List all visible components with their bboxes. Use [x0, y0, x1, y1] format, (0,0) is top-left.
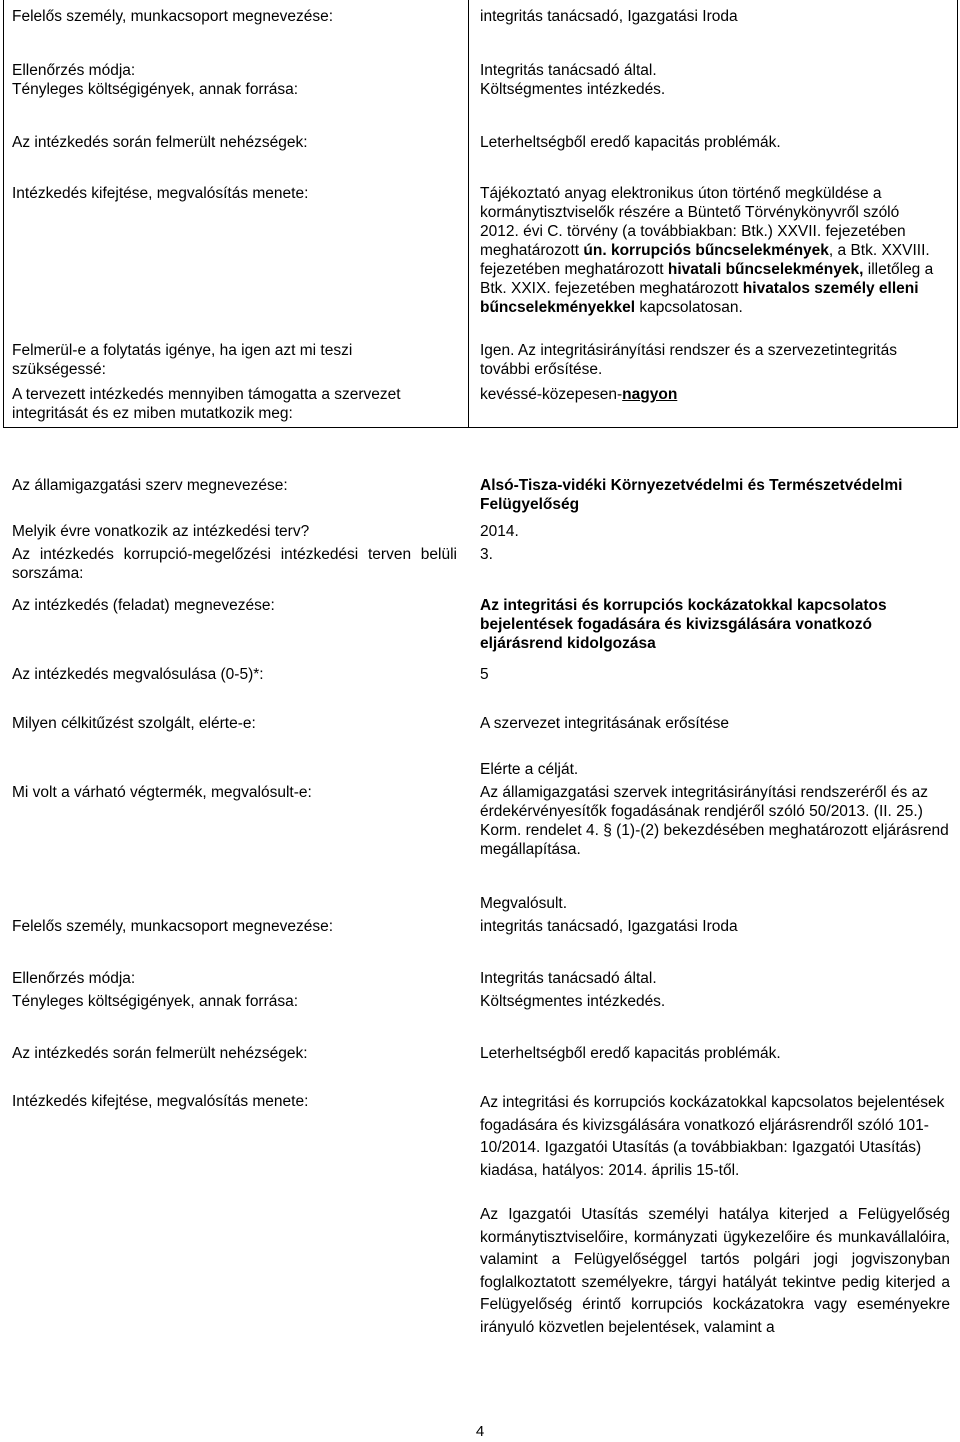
difficulty-value: Leterheltségből eredő kapacitás problémák. — [480, 134, 781, 151]
explanation-label: Intézkedés kifejtése, megvalósítás menete: — [12, 185, 309, 202]
continuation-value: Igen. Az integritásirányítási rendszer és a szervezetintegritás további erősítése. — [480, 342, 897, 378]
realization-value: 5 — [480, 666, 489, 683]
table-border-bottom — [3, 427, 958, 428]
explanation2-label: Intézkedés kifejtése, megvalósítás menete: — [12, 1093, 309, 1110]
org-value: Alsó-Tisza-vidéki Környezetvédelmi és Természetvédelmi Felügyelőség — [480, 477, 903, 513]
org-label: Az államigazgatási szerv megnevezése: — [12, 477, 288, 494]
difficulty2-label: Az intézkedés során felmerült nehézségek: — [12, 1045, 308, 1062]
support-emphasis: nagyon — [622, 386, 678, 403]
product-label: Mi volt a várható végtermék, megvalósult-e: — [12, 784, 312, 801]
year-value: 2014. — [480, 523, 519, 540]
product-result: Megvalósult. — [480, 895, 568, 912]
cost-label: Tényleges költségigények, annak forrása: — [12, 81, 299, 98]
control2-value: Integritás tanácsadó által. — [480, 970, 657, 987]
product-value: Az államigazgatási szervek integritásirányítási rendszeréről és az érdekérvényesítők fogadásának rendjéről szóló 50/2013. (II. 25.) Korm. rendelet 4. § (1)-(2) bekezdésében meghatározott eljárásrend megállapítása. — [480, 784, 949, 858]
number-value: 3. — [480, 546, 493, 563]
table-border-right — [957, 0, 958, 428]
support-label: A tervezett intézkedés mennyiben támogatta a szervezet integritását és ez miben mutatkozik meg: — [12, 386, 401, 422]
emph-hivatalos: hivatalos személy elleni bűncselekményekkel — [480, 280, 919, 316]
control-value: Integritás tanácsadó által. — [480, 62, 657, 79]
cost2-label: Tényleges költségigények, annak forrása: — [12, 993, 299, 1010]
table-border-left — [3, 0, 4, 428]
realization-label: Az intézkedés megvalósulása (0-5)*: — [12, 666, 264, 683]
task-value: Az integritási és korrupciós kockázatokkal kapcsolatos bejelentések fogadására és kivizsgálására vonatkozó eljárásrend kidolgozása — [480, 597, 887, 652]
explanation-value: Tájékoztató anyag elektronikus úton történő megküldése a kormánytisztviselők részére a Büntető Törvénykönyvről szóló 2012. évi C. törvény (a továbbiakban: Btk.) XXVII. fejezetében meghatározott ún. korrupciós bűncselekmények, a Btk. XXVIII. fejezetében meghatározott hivatali bűncselekmények, illetőleg a Btk. XXIX. fejezetében meghatározott hivatalos személy elleni bűncselekményekkel kapcsolatosan. — [480, 185, 934, 316]
responsible-label: Felelős személy, munkacsoport megnevezése: — [12, 8, 334, 25]
number-label: Az intézkedés korrupció-megelőzési intézkedési terven belüli sorszáma: — [12, 546, 457, 582]
continuation-label: Felmerül-e a folytatás igénye, ha igen azt mi teszi szükségessé: — [12, 342, 353, 378]
explanation2-paragraph-1: Az integritási és korrupciós kockázatokkal kapcsolatos bejelentések fogadására és kivizsgálására vonatkozó eljárásrendről szóló 101-10/2014. Igazgatói Utasítás (a továbbiakban: Igazgatói Utasítás) kiadása, hatályos: 2014. április 15-től. — [480, 1094, 945, 1179]
explanation2-value — [480, 1092, 950, 1339]
page-number: 4 — [475, 1423, 485, 1440]
responsible2-value: integritás tanácsadó, Igazgatási Iroda — [480, 918, 738, 935]
year-label: Melyik évre vonatkozik az intézkedési terv? — [12, 523, 310, 540]
responsible2-label: Felelős személy, munkacsoport megnevezése: — [12, 918, 334, 935]
table-border-middle — [468, 0, 469, 428]
cost2-value: Költségmentes intézkedés. — [480, 993, 666, 1010]
difficulty-label: Az intézkedés során felmerült nehézségek: — [12, 134, 308, 151]
responsible-value: integritás tanácsadó, Igazgatási Iroda — [480, 8, 738, 25]
emph-hivatali: hivatali bűncselekmények, — [667, 261, 864, 278]
explanation2-paragraph-2: Az Igazgatói Utasítás személyi hatálya kiterjed a Felügyelőség kormánytisztviselőire, kormányzati ügykezelőire és munkavállalóira, valamint a Felügyelőséggel tartós polgári jogi jogviszonyban foglalkoztatott személyekre, tárgyi hatályát tekintve pedig kiterjed a Felügyelőség érintő korrupciós kockázatokra vagy eseményekre irányuló közvetlen bejelentések, valamint a — [480, 1206, 950, 1336]
goal-result: Elérte a célját. — [480, 761, 579, 778]
emph-korrupcios: ún. korrupciós bűncselekmények — [583, 242, 829, 259]
difficulty2-value: Leterheltségből eredő kapacitás problémák. — [480, 1045, 781, 1062]
task-label: Az intézkedés (feladat) megnevezése: — [12, 597, 275, 614]
goal-value: A szervezet integritásának erősítése — [480, 715, 729, 732]
support-value: kevéssé-közepesen-nagyon — [480, 386, 678, 403]
control-label: Ellenőrzés módja: — [12, 62, 136, 79]
cost-value: Költségmentes intézkedés. — [480, 81, 666, 98]
goal-label: Milyen célkitűzést szolgált, elérte-e: — [12, 715, 256, 732]
control2-label: Ellenőrzés módja: — [12, 970, 136, 987]
